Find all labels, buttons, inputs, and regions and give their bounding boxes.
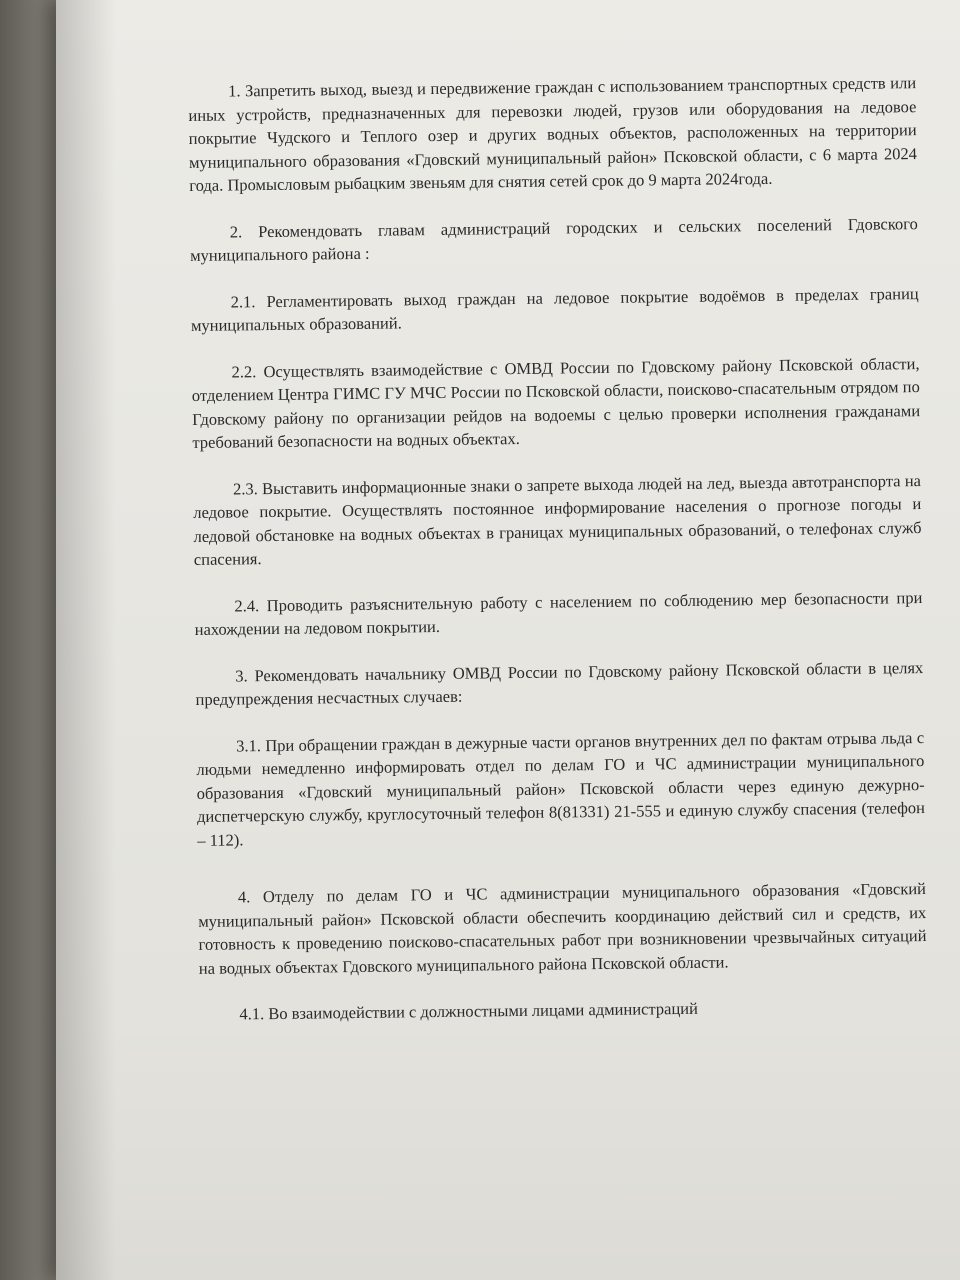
- paragraph-4-1: 4.1. Во взаимодействии с должностными лицами администраций: [239, 998, 699, 1024]
- paragraph-3-1: 3.1. При обращении граждан в дежурные части органов внутренних дел по фактам отрыва льда с людьми немедленно информировать отдел по делам ГО и ЧС администрации муниципального образования «Гдовский муниципальный район» Псковской области через единую дежурно-диспетчерскую службу, круглосуточный телефон 8(81331) 21-555 и единую службу спасения (телефон – 112).: [196, 727, 926, 850]
- paragraph-2: 2. Рекомендовать главам администраций городских и сельских поселений Гдовского муниципального района :: [190, 213, 918, 265]
- paragraph-1: 1. Запретить выход, выезд и передвижение граждан с использованием транспортных средств или иных устройств, предназначенных для перевозки людей, грузов или оборудования на ледовое покрытие Чудского и Теплого озер и других водных объектов, расположенных на территории муниципального образования «Гдовский муниципальный район» Псковской области, с 6 марта 2024 года. Промысловым рыбацким звеньям для снятия сетей срок до 9 марта 2024года.: [188, 73, 918, 195]
- paragraph-2-3: 2.3. Выставить информационные знаки о запрете выхода людей на лед, выезда автотранспорта на ледовое покрытие. Осуществлять постоянное информирование населения о прогнозе погоды и ледовой обстановке на водных объектах в границах муниципальных образований, о телефонах служб спасения.: [193, 470, 922, 569]
- document-body: [188, 71, 928, 1026]
- paragraph-4: 4. Отделу по делам ГО и ЧС администрации муниципального образования «Гдовский муниципальный район» Псковской области обеспечить координацию действий сил и средств, их готовность к проведению поисково-спасательных работ при возникновении чрезвычайных ситуаций на водных объектах Гдовского муниципального района Псковской области.: [198, 879, 927, 978]
- paragraph-3: 3. Рекомендовать начальнику ОМВД России по Гдовскому району Псковской области в целях предупреждения несчастных случаев:: [195, 657, 924, 709]
- paragraph-2-2: 2.2. Осуществлять взаимодействие с ОМВД России по Гдовскому району Псковской области, отделением Центра ГИМС ГУ МЧС России по Псковской области, поисково-спасательным отрядом по Гдовскому району по организации рейдов на водоемы с целью проверки исполнения гражданами требований безопасности на водных объектах.: [191, 353, 921, 452]
- paragraph-2-1: 2.1. Регламентировать выход граждан на ледовое покрытие водоёмов в пределах границ муниципальных образований.: [190, 283, 919, 335]
- paragraph-2-4: 2.4. Проводить разъяснительную работу с населением по соблюдению мер безопасности при нахождении на ледовом покрытии.: [194, 587, 923, 639]
